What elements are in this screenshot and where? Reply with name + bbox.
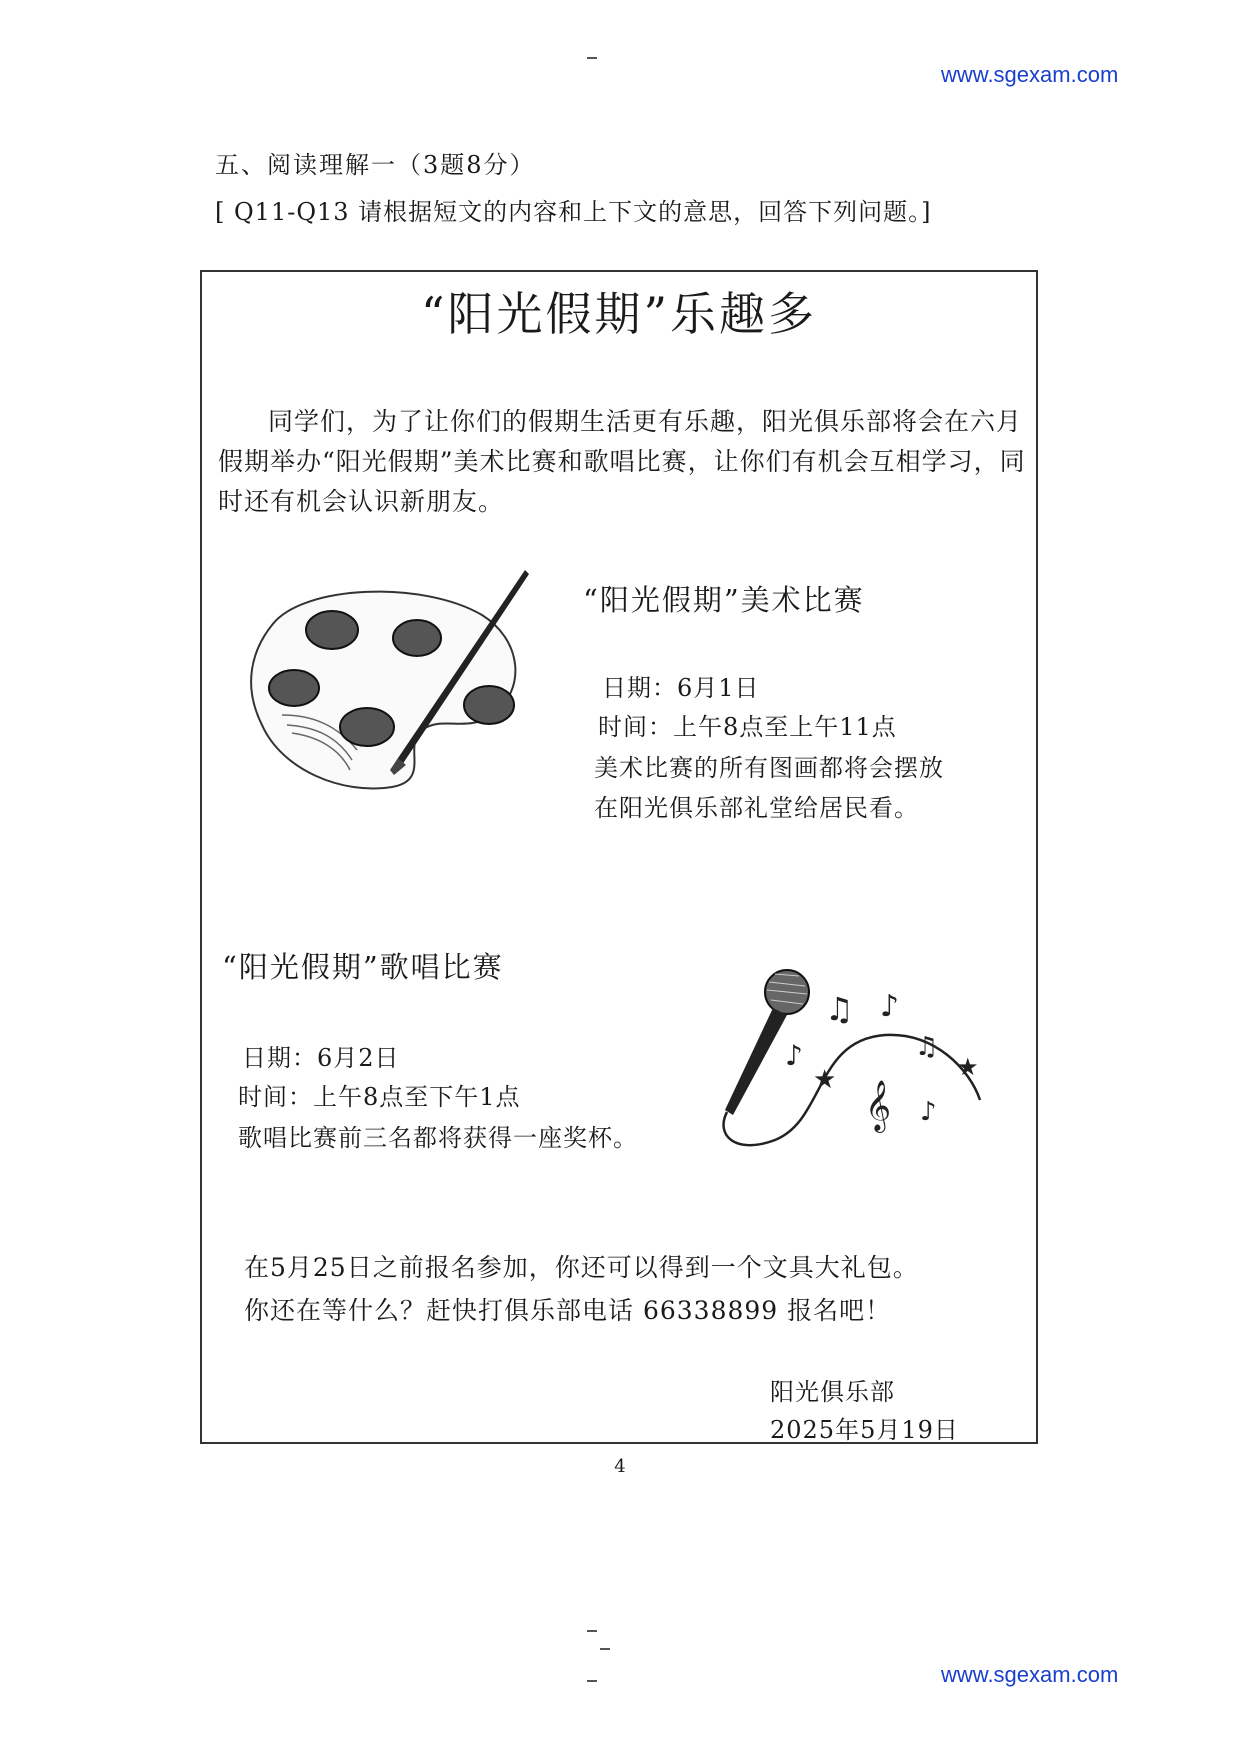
watermark-top: www.sgexam.com (941, 62, 1119, 87)
microphone-music-icon (705, 960, 995, 1160)
art-contest-desc-line2: 在阳光俱乐部礼堂给居民看。 (594, 794, 919, 822)
scan-mark (587, 1630, 597, 1632)
svg-text:★: ★ (957, 1053, 979, 1081)
notice-intro: 同学们，为了让你们的假期生活更有乐趣，阳光俱乐部将会在六月假期举办“阳光假期”美术比赛和歌唱比赛，让你们有机会互相学习，同时还有机会认识新朋友。 (218, 407, 1026, 516)
singing-contest-date: 日期：6月2日 (242, 1044, 400, 1072)
singing-contest-title: “阳光假期”歌唱比赛 (222, 950, 504, 984)
signup-line1: 在5月25日之前报名参加，你还可以得到一个文具大礼包。 (244, 1253, 919, 1282)
notice-signature: 阳光俱乐部 (770, 1378, 895, 1406)
singing-contest-time: 时间：上午8点至下午1点 (238, 1083, 521, 1111)
art-contest-desc-line1: 美术比赛的所有图画都将会摆放 (594, 754, 944, 782)
art-contest-time: 时间：上午8点至上午11点 (598, 713, 897, 741)
notice-date: 2025年5月19日 (770, 1416, 959, 1444)
section-instruction: [ Q11-Q13 请根据短文的内容和上下文的意思，回答下列问题。] (215, 198, 932, 226)
svg-text:♫: ♫ (915, 1032, 939, 1062)
section-title: 五、阅读理解一（3题8分） (215, 151, 536, 179)
svg-text:★: ★ (813, 1065, 837, 1095)
signup-line2: 你还在等什么？赶快打俱乐部电话 66338899 报名吧！ (244, 1296, 892, 1325)
svg-text:♪: ♪ (880, 989, 900, 1024)
watermark-bottom: www.sgexam.com (941, 1662, 1119, 1687)
scan-mark (600, 1648, 610, 1650)
notice-title: “阳光假期”乐趣多 (420, 287, 818, 341)
page-number: 4 (614, 1456, 626, 1477)
svg-text:♪: ♪ (920, 1097, 937, 1127)
svg-text:♪: ♪ (785, 1039, 803, 1072)
scan-mark (587, 1680, 597, 1682)
svg-text:♫: ♫ (825, 990, 854, 1028)
svg-text:𝄞: 𝄞 (865, 1080, 892, 1131)
scan-mark (587, 57, 597, 59)
paint-palette-icon (242, 565, 532, 795)
art-contest-title: “阳光假期”美术比赛 (583, 583, 865, 617)
art-contest-date: 日期：6月1日 (602, 674, 760, 702)
singing-contest-desc: 歌唱比赛前三名都将获得一座奖杯。 (238, 1124, 638, 1152)
